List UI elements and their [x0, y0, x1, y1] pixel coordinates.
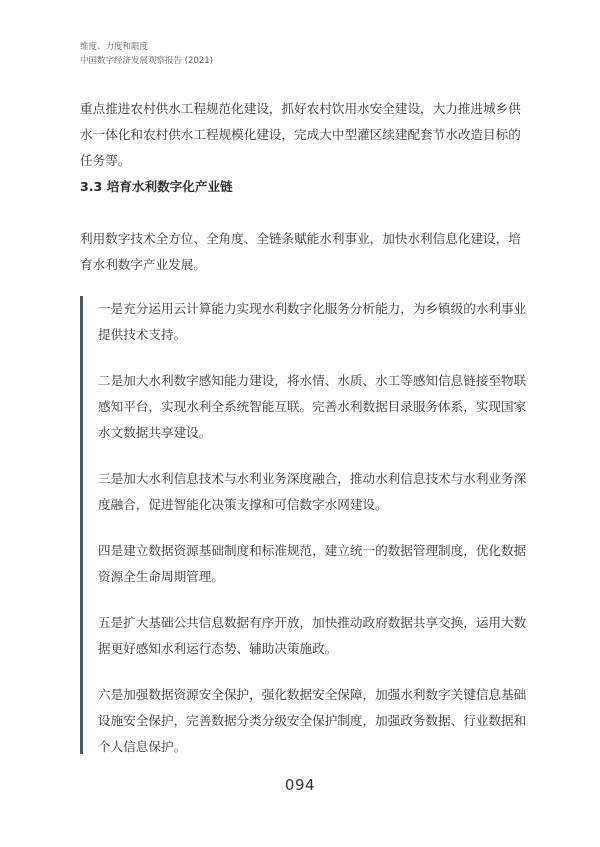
section-heading: 3.3 培育水利数字化产业链: [80, 179, 233, 194]
measure-item-3: 三是加大水利信息技术与水利业务深度融合，推动水利信息技术与水利业务深度融合，促进智能化决策支撑和可信数字水网建设。: [98, 471, 527, 512]
intro-paragraph: 重点推进农村供水工程规范化建设，抓好农村饮用水安全建设，大力推进城乡供水一体化和农村供水工程规模化建设，完成大中型灌区续建配套节水改造目标的任务等。: [80, 101, 521, 168]
section-lead-paragraph: 利用数字技术全方位、全角度、全链条赋能水利事业，加快水利信息化建设，培育水利数字产业发展。: [80, 231, 521, 272]
header-report-title: 中国数字经济发展观察报告 (2021): [80, 56, 213, 66]
measure-item-2: 二是加大水利数字感知能力建设，将水情、水质、水工等感知信息链接至物联感知平台，实现水利全系统智能互联。完善水利数据目录服务体系，实现国家水文数据共享建设。: [98, 373, 527, 440]
measure-item-6: 六是加强数据资源安全保护，强化数据安全保障，加强水利数字关键信息基础设施安全保护，完善数据分类分级安全保护制度，加强政务数据、行业数据和个人信息保护。: [98, 687, 527, 754]
measures-quote-block: [80, 296, 530, 754]
page-number: 094: [284, 776, 316, 794]
header-book-title: 维度、力度和限度: [80, 42, 149, 52]
running-header: [80, 40, 520, 68]
measure-item-4: 四是建立数据资源基础制度和标准规范，建立统一的数据管理制度，优化数据资源全生命周期管理。: [98, 543, 527, 584]
measure-item-1: 一是充分运用云计算能力实现水利数字化服务分析能力，为乡镇级的水利事业提供技术支持。: [98, 301, 527, 342]
measure-item-5: 五是扩大基础公共信息数据有序开放，加快推动政府数据共享交换，运用大数据更好感知水利运行态势、辅助决策施政。: [98, 615, 527, 656]
